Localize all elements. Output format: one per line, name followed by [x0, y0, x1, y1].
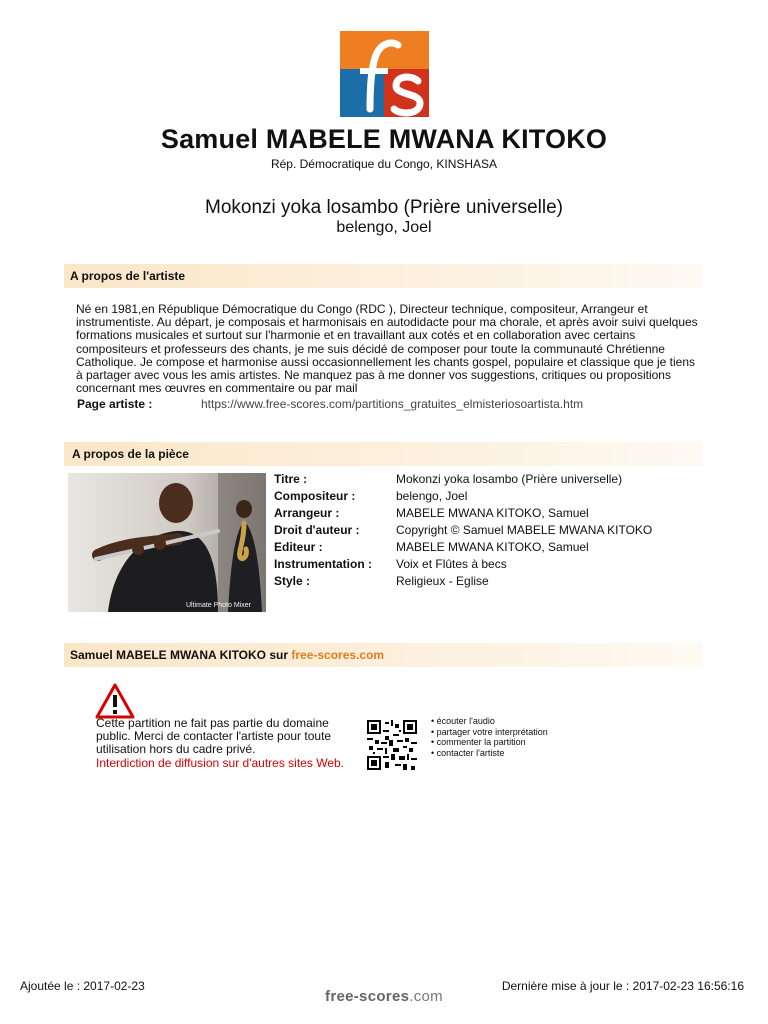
about-artist-heading: A propos de l'artiste — [64, 264, 702, 288]
about-piece-heading — [64, 442, 702, 466]
photo-watermark: Ultimate Photo Mixer — [186, 602, 251, 609]
info-label: Droit d'auteur : — [274, 523, 360, 537]
artist-bio: Né en 1981,en République Démocratique du Congo (RDC ), Directeur technique, compositeur, Arrangeur et instrumentiste. Au départ, je composais et harmonisais en autodidacte pour ma chorale, et après avoir suivi quelques formations musicales et surtout sur l'harmonie et en travaillant aux cotés et en collaboration avec certains compositeurs et professeurs des chants, je me suis décidé de composer pour toute la communauté Chrétienne Catholique. Je compose et harmonise aussi occasionnellement les chants gospel, populaire et classique que je tiens à partager avec vous les amis artistes. Ne manquez pas à me donner vos suggestions, critiques ou propositions concernant mes œuvres en commentaire ou par mail — [76, 302, 698, 396]
piece-title: Mokonzi yoka losambo (Prière universelle) — [205, 197, 563, 218]
action-listen-audio[interactable]: • écouter l'audio — [431, 716, 495, 726]
footer-brand-rest: .com — [409, 988, 443, 1005]
date-added: Ajoutée le : 2017-02-23 — [20, 979, 145, 993]
footer-brand-bold: free-scores — [325, 988, 410, 1005]
on-site-brand-link[interactable]: free-scores.com — [291, 648, 385, 662]
info-label: Editeur : — [274, 540, 323, 554]
last-updated: Dernière mise à jour le : 2017-02-23 16:56:16 — [501, 979, 744, 993]
info-label: Instrumentation : — [274, 557, 372, 571]
piece-composer: belengo, Joel — [336, 219, 432, 236]
free-scores-logo — [340, 31, 429, 117]
action-contact-artist[interactable]: • contacter l'artiste — [431, 747, 505, 758]
artist-page-label: Page artiste : — [77, 397, 153, 411]
info-value: MABELE MWANA KITOKO, Samuel — [396, 506, 589, 520]
info-value: Religieux - Eglise — [396, 574, 489, 588]
artist-photo — [68, 473, 266, 612]
free-scores-fs-logo-icon — [340, 31, 429, 117]
qr-code-icon[interactable] — [367, 720, 417, 770]
warning-triangle-icon — [95, 683, 135, 719]
info-value: Voix et Flûtes à becs — [396, 557, 507, 571]
on-site-heading — [64, 643, 702, 667]
info-label: Style : — [274, 574, 311, 588]
info-value: MABELE MWANA KITOKO, Samuel — [396, 540, 589, 554]
copyright-notice — [96, 717, 358, 770]
info-label: Compositeur : — [274, 489, 356, 503]
artist-page-link[interactable]: https://www.free-scores.com/partitions_gratuites_elmisteriosoartista.htm — [201, 397, 584, 411]
info-label: Arrangeur : — [274, 506, 340, 520]
notice-warning-text: Interdiction de diffusion sur d'autres sites Web. — [96, 755, 344, 770]
info-value: belengo, Joel — [396, 489, 468, 503]
footer-brand — [0, 988, 768, 1005]
info-value: Copyright © Samuel MABELE MWANA KITOKO — [396, 523, 653, 537]
on-site-heading-prefix: Samuel MABELE MWANA KITOKO sur — [70, 648, 292, 662]
info-label: Titre : — [274, 472, 308, 486]
artist-name: Samuel MABELE MWANA KITOKO — [160, 124, 608, 154]
artist-location: Rép. Démocratique du Congo, KINSHASA — [270, 157, 498, 171]
score-actions-list — [431, 716, 548, 758]
action-comment-score[interactable]: • commenter la partition — [431, 737, 526, 748]
info-value: Mokonzi yoka losambo (Prière universelle) — [396, 472, 623, 486]
about-piece-heading-text: A propos de la pièce — [72, 447, 189, 461]
notice-text: Cette partition ne fait pas partie du domaine public. Merci de contacter l'artiste pour toute utilisation hors du cadre privé. — [96, 716, 332, 757]
action-share-performance[interactable]: • partager votre interprétation — [431, 726, 548, 737]
